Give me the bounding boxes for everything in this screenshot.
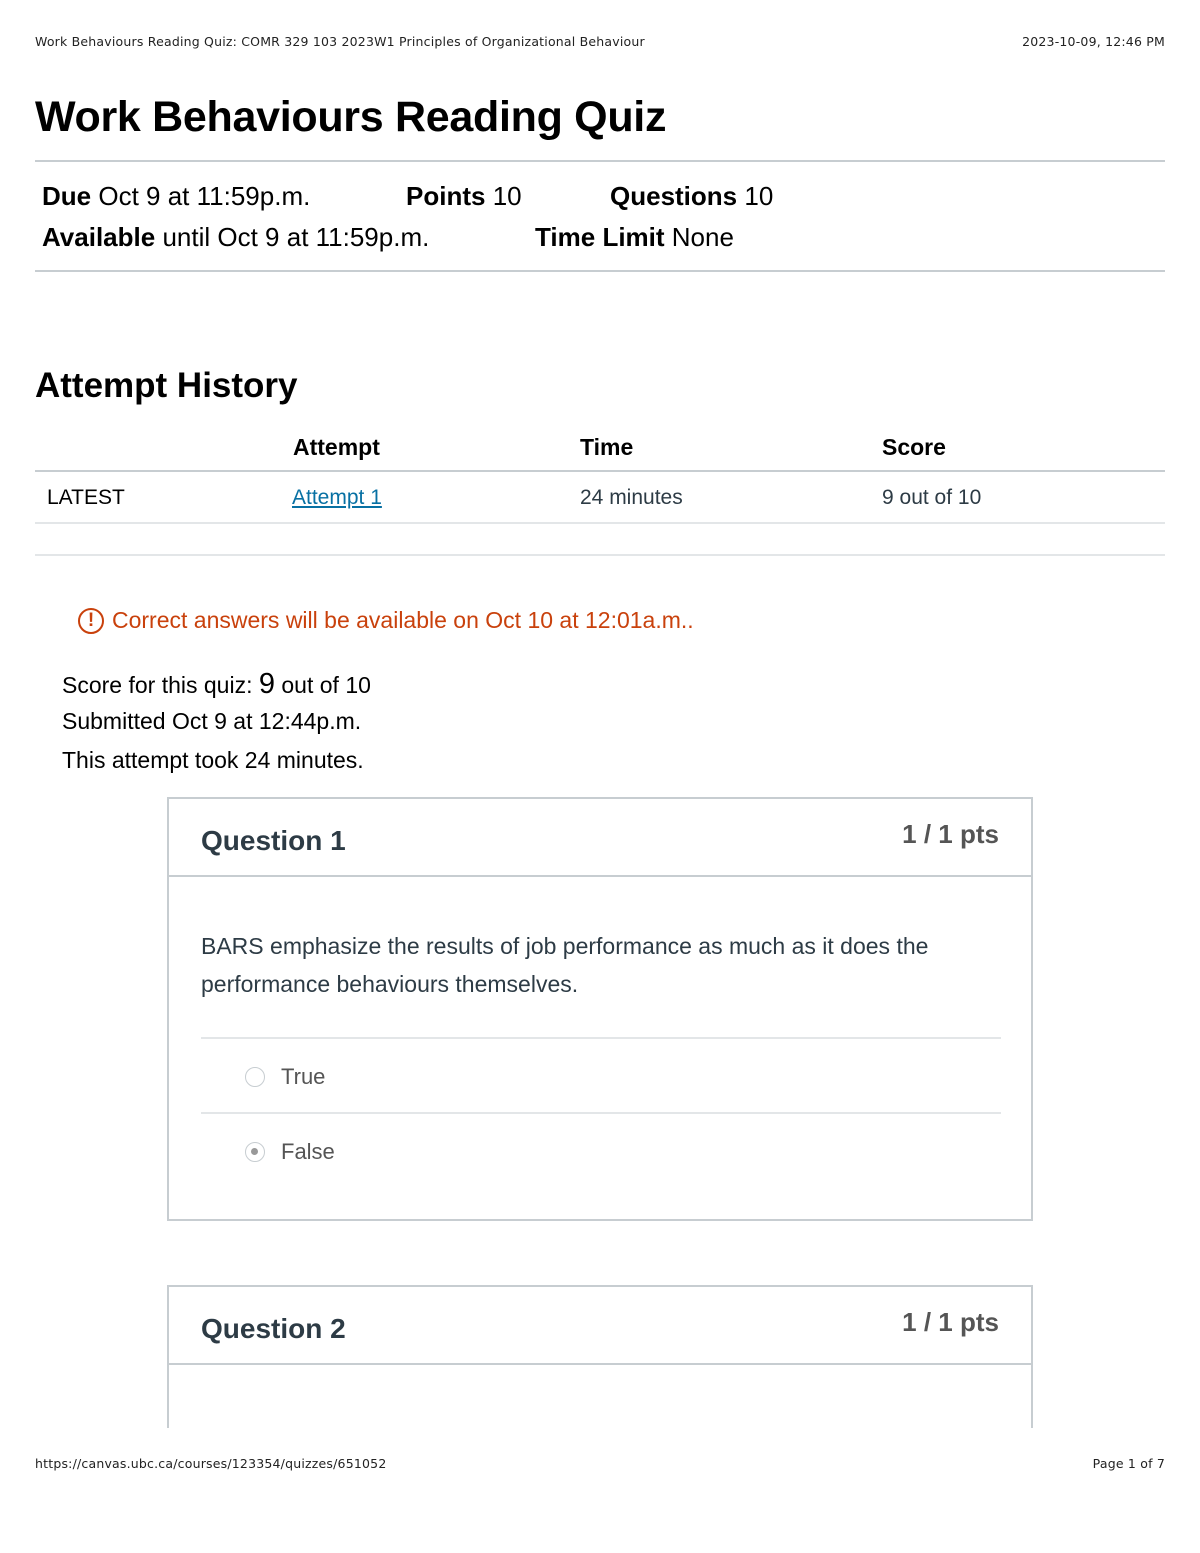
attempt-status: LATEST <box>47 486 125 509</box>
questions-count <box>610 181 773 212</box>
time-limit-value: None <box>671 222 734 252</box>
question-card-2 <box>167 1285 1033 1428</box>
column-header-attempt: Attempt <box>293 434 380 460</box>
print-footer <box>35 1456 1165 1474</box>
questions-value: 10 <box>744 181 774 211</box>
question-header <box>169 799 1031 877</box>
page-number: Page 1 of 7 <box>1092 1456 1165 1471</box>
points-label: Points <box>406 181 486 211</box>
attempt-time: 24 minutes <box>580 486 683 509</box>
due-label: Due <box>42 181 92 211</box>
submitted-time: Submitted Oct 9 at 12:44p.m. <box>62 708 362 734</box>
print-header-title: Work Behaviours Reading Quiz: COMR 329 103 2023W1 Principles of Organizational Behaviour <box>35 34 645 49</box>
answer-divider <box>201 1112 1001 1114</box>
answer-label: False <box>281 1139 335 1164</box>
question-title: Question 2 <box>201 1313 346 1344</box>
availability <box>42 222 429 253</box>
page-title: Work Behaviours Reading Quiz <box>35 93 667 141</box>
attempt-score: 9 out of 10 <box>882 486 982 509</box>
print-footer-url: https://canvas.ubc.ca/courses/123354/quizzes/651052 <box>35 1456 387 1471</box>
radio-selected-icon[interactable] <box>245 1142 265 1162</box>
points <box>406 181 522 212</box>
print-header-timestamp: 2023-10-09, 12:46 PM <box>1022 34 1165 49</box>
answer-option-true[interactable] <box>245 1064 325 1090</box>
table-row-rule <box>35 522 1165 524</box>
available-label: Available <box>42 222 156 252</box>
question-header <box>169 1287 1031 1365</box>
score-suffix: out of 10 <box>281 672 371 698</box>
table-header-rule <box>35 470 1165 472</box>
warning-icon: ! <box>78 608 104 634</box>
answer-option-false[interactable] <box>245 1139 335 1165</box>
attempt-1-link[interactable]: Attempt 1 <box>292 486 382 509</box>
column-header-time: Time <box>580 434 634 460</box>
available-value: until Oct 9 at 11:59p.m. <box>162 222 430 252</box>
time-limit <box>535 222 734 253</box>
divider <box>35 554 1165 556</box>
answer-label: True <box>281 1064 326 1089</box>
due-value: Oct 9 at 11:59p.m. <box>98 181 311 211</box>
attempt-history-heading: Attempt History <box>35 366 298 405</box>
answer-divider <box>201 1037 1001 1039</box>
correct-answers-notice <box>78 607 694 634</box>
time-limit-label: Time Limit <box>535 222 665 252</box>
notice-text: Correct answers will be available on Oct 10 at 12:01a.m.. <box>112 607 694 633</box>
radio-unselected-icon[interactable] <box>245 1067 265 1087</box>
questions-label: Questions <box>610 181 738 211</box>
quiz-score <box>62 668 371 701</box>
score-prefix: Score for this quiz: <box>62 672 253 698</box>
question-text: BARS emphasize the results of job performance as much as it does the performance behaviours themselves. <box>201 933 929 997</box>
due-date <box>42 181 310 212</box>
question-points: 1 / 1 pts <box>902 1307 999 1337</box>
divider <box>35 270 1165 272</box>
points-value: 10 <box>492 181 522 211</box>
print-header <box>35 34 1165 52</box>
question-card-1 <box>167 797 1033 1221</box>
divider <box>35 160 1165 162</box>
column-header-score: Score <box>882 434 946 460</box>
attempt-duration: This attempt took 24 minutes. <box>62 747 364 773</box>
score-value: 9 <box>258 668 275 700</box>
question-points: 1 / 1 pts <box>902 819 999 849</box>
question-title: Question 1 <box>201 825 346 856</box>
